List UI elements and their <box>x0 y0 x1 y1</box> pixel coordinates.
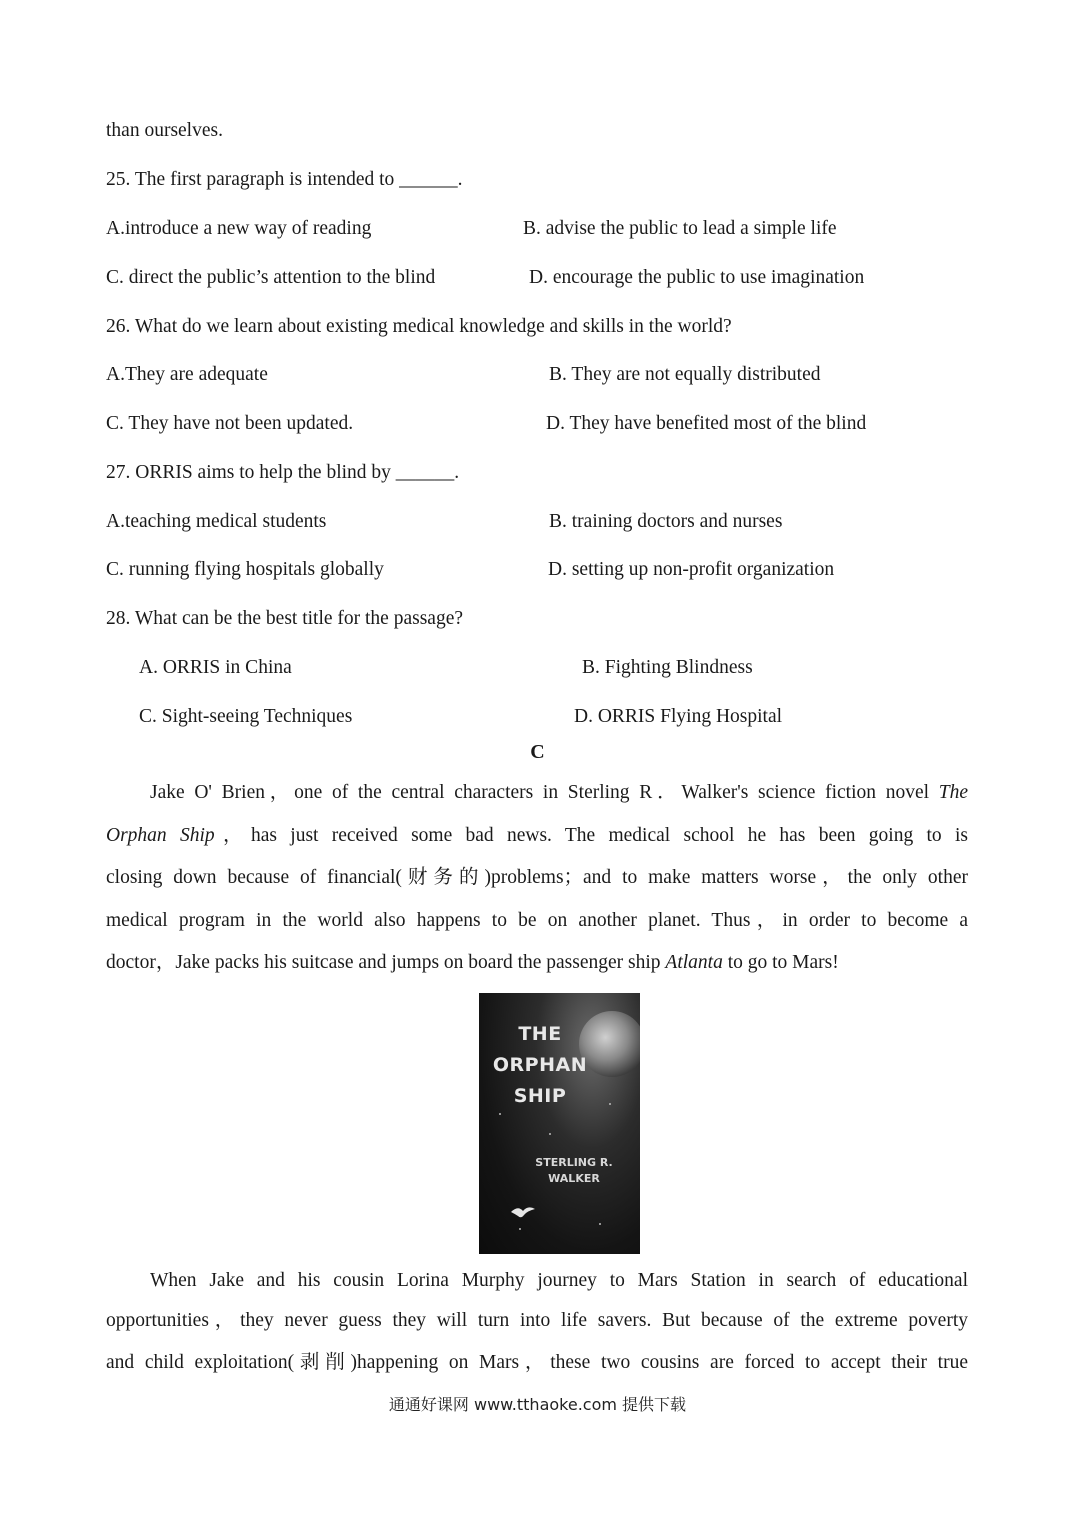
question-26-option-b: B. They are not equally distributed <box>549 364 821 385</box>
section-label: C <box>530 741 545 763</box>
question-28-option-d: D. ORRIS Flying Hospital <box>574 706 783 727</box>
paragraph-1-line-5-text: doctor，Jake packs his suitcase and jumps on board the passenger ship <box>106 952 666 973</box>
question-25-option-c: C. direct the public’s attention to the blind <box>106 267 436 288</box>
book-cover-author-line-2: WALKER <box>548 1172 600 1185</box>
paragraph-1-line-4: medical program in the world also happens to be on another planet. Thus，in order to become a <box>106 910 968 931</box>
book-cover-author-line-1: STERLING R. <box>535 1156 613 1169</box>
question-26-stem: 26. What do we learn about existing medical knowledge and skills in the world? <box>106 316 732 337</box>
paragraph-1-line-1 <box>150 780 968 806</box>
question-26-option-c: C. They have not been updated. <box>106 413 354 434</box>
book-cover-image <box>479 993 640 1254</box>
paragraph-2-line-1: When Jake and his cousin Lorina Murphy journey to Mars Station in search of educational <box>150 1270 968 1291</box>
book-cover-title-line-3: SHIP <box>513 1085 567 1107</box>
page-footer: 通通好课网 www.tthaoke.com 提供下载 <box>388 1395 687 1414</box>
book-cover-title-line-1: THE <box>518 1023 562 1045</box>
book-cover-author <box>519 1155 629 1187</box>
question-28-option-c: C. Sight-seeing Techniques <box>139 706 353 727</box>
paragraph-1-line-2 <box>106 823 968 849</box>
question-27-option-a: A.teaching medical students <box>106 511 327 532</box>
question-26-option-d: D. They have benefited most of the blind <box>546 413 867 434</box>
star-graphic <box>499 1113 501 1115</box>
question-26-option-a: A.They are adequate <box>106 364 268 385</box>
bird-icon <box>509 1203 537 1221</box>
question-28-option-a: A. ORRIS in China <box>139 657 292 678</box>
question-27-stem: 27. ORRIS aims to help the blind by ______. <box>106 462 460 483</box>
question-27-option-d: D. setting up non-profit organization <box>548 559 835 580</box>
paragraph-2-line-3: and child exploitation(剥削)happening on Mars，these two cousins are forced to accept their true <box>106 1352 968 1373</box>
ship-name: Atlanta <box>665 952 723 973</box>
star-graphic <box>519 1228 521 1230</box>
top-fragment: than ourselves. <box>106 120 223 141</box>
question-25-stem: 25. The first paragraph is intended to ______. <box>106 169 463 190</box>
question-28-option-b: B. Fighting Blindness <box>582 657 753 678</box>
paragraph-1-line-5-end: to go to Mars! <box>722 952 839 973</box>
paragraph-1-line-3: closing down because of financial(财务的)problems；and to make matters worse，the only other <box>106 867 968 888</box>
book-cover-title-line-2: ORPHAN <box>492 1054 588 1076</box>
star-graphic <box>609 1103 611 1105</box>
star-graphic <box>549 1133 551 1135</box>
novel-title-part-1: The <box>938 782 968 803</box>
novel-title-part-2: Orphan Ship <box>106 825 215 846</box>
question-27-option-b: B. training doctors and nurses <box>549 511 783 532</box>
paragraph-1-line-1-text: Jake O' Brien，one of the central characters in Sterling R．Walker's science fiction novel <box>150 782 939 803</box>
star-graphic <box>599 1223 601 1225</box>
paragraph-1-line-5 <box>106 950 839 976</box>
paragraph-2-line-2: opportunities，they never guess they will turn into life savers. But because of the extreme poverty <box>106 1310 968 1331</box>
question-28-stem: 28. What can be the best title for the passage? <box>106 608 464 629</box>
question-25-option-a: A.introduce a new way of reading <box>106 218 372 239</box>
book-cover-title <box>485 1019 595 1112</box>
paragraph-1-line-2-text: ，has just received some bad news. The medical school he has been going to is <box>214 825 968 846</box>
question-27-option-c: C. running flying hospitals globally <box>106 559 384 580</box>
question-25-option-d: D. encourage the public to use imagination <box>529 267 865 288</box>
question-25-option-b: B. advise the public to lead a simple life <box>523 218 837 239</box>
